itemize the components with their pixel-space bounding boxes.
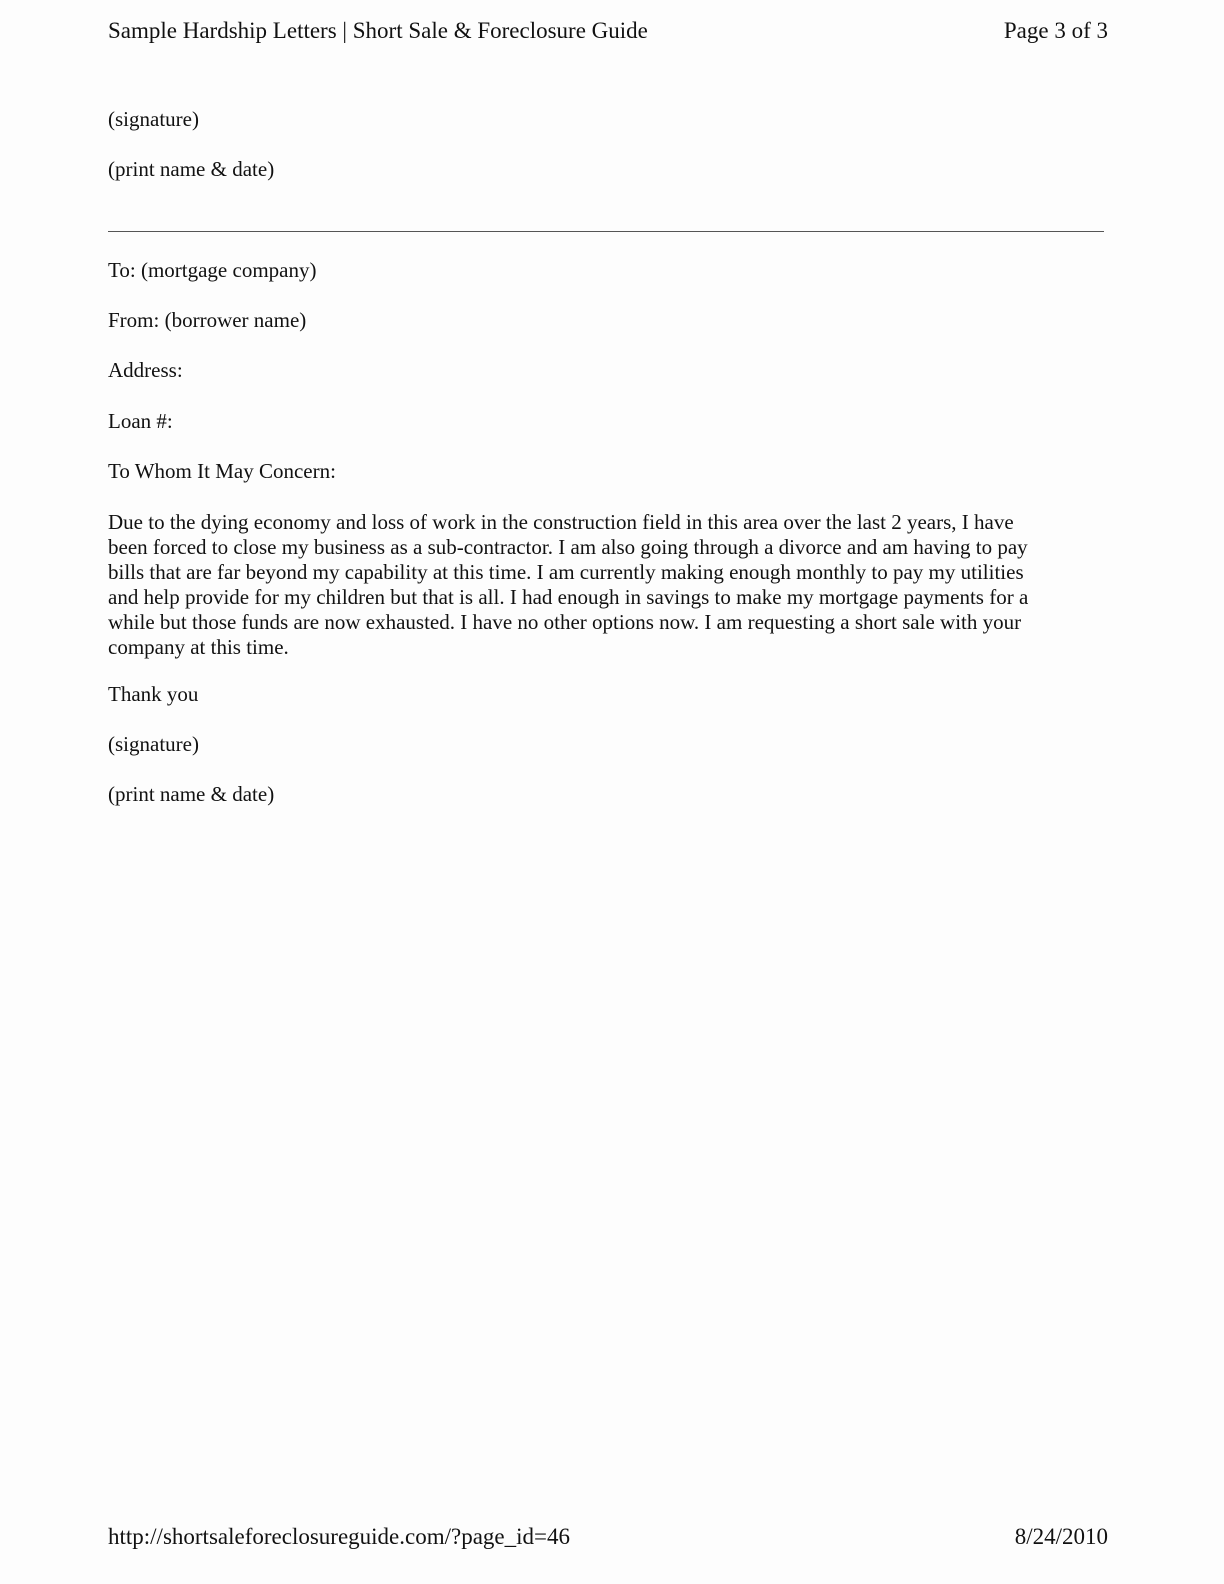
page-indicator: Page 3 of 3 — [1003, 18, 1108, 43]
letter-salutation: To Whom It May Concern: — [108, 459, 336, 483]
signature-placeholder-top: (signature) — [108, 107, 199, 131]
letter-to: To: (mortgage company) — [108, 258, 317, 282]
letter-address: Address: — [108, 358, 183, 382]
body-line: while but those funds are now exhausted. I have no other options now. I am requesting a short sale with your — [108, 610, 1022, 634]
page-header — [108, 14, 1108, 48]
print-name-date-placeholder: (print name & date) — [108, 782, 275, 806]
document-title: Sample Hardship Letters | Short Sale & Foreclosure Guide — [108, 18, 648, 43]
source-url: http://shortsaleforeclosureguide.com/?page_id=46 — [108, 1524, 570, 1549]
letter-body-paragraph — [108, 510, 1083, 660]
letter-loan-number: Loan #: — [108, 409, 173, 433]
body-line: company at this time. — [108, 635, 289, 659]
page-footer — [108, 1520, 1108, 1554]
print-date: 8/24/2010 — [1014, 1524, 1108, 1549]
signature-placeholder: (signature) — [108, 732, 199, 756]
section-divider — [108, 231, 1104, 232]
body-line: bills that are far beyond my capability at this time. I am currently making enough monthly to pay my utilities — [108, 560, 1024, 584]
letter-from: From: (borrower name) — [108, 308, 307, 332]
letter-closing: Thank you — [108, 682, 199, 706]
body-line: Due to the dying economy and loss of work in the construction field in this area over the last 2 years, I have — [108, 510, 1014, 534]
print-name-date-placeholder-top: (print name & date) — [108, 157, 275, 181]
body-line: and help provide for my children but that is all. I had enough in savings to make my mortgage payments for a — [108, 585, 1029, 609]
body-line: been forced to close my business as a sub-contractor. I am also going through a divorce and am having to pay — [108, 535, 1028, 559]
